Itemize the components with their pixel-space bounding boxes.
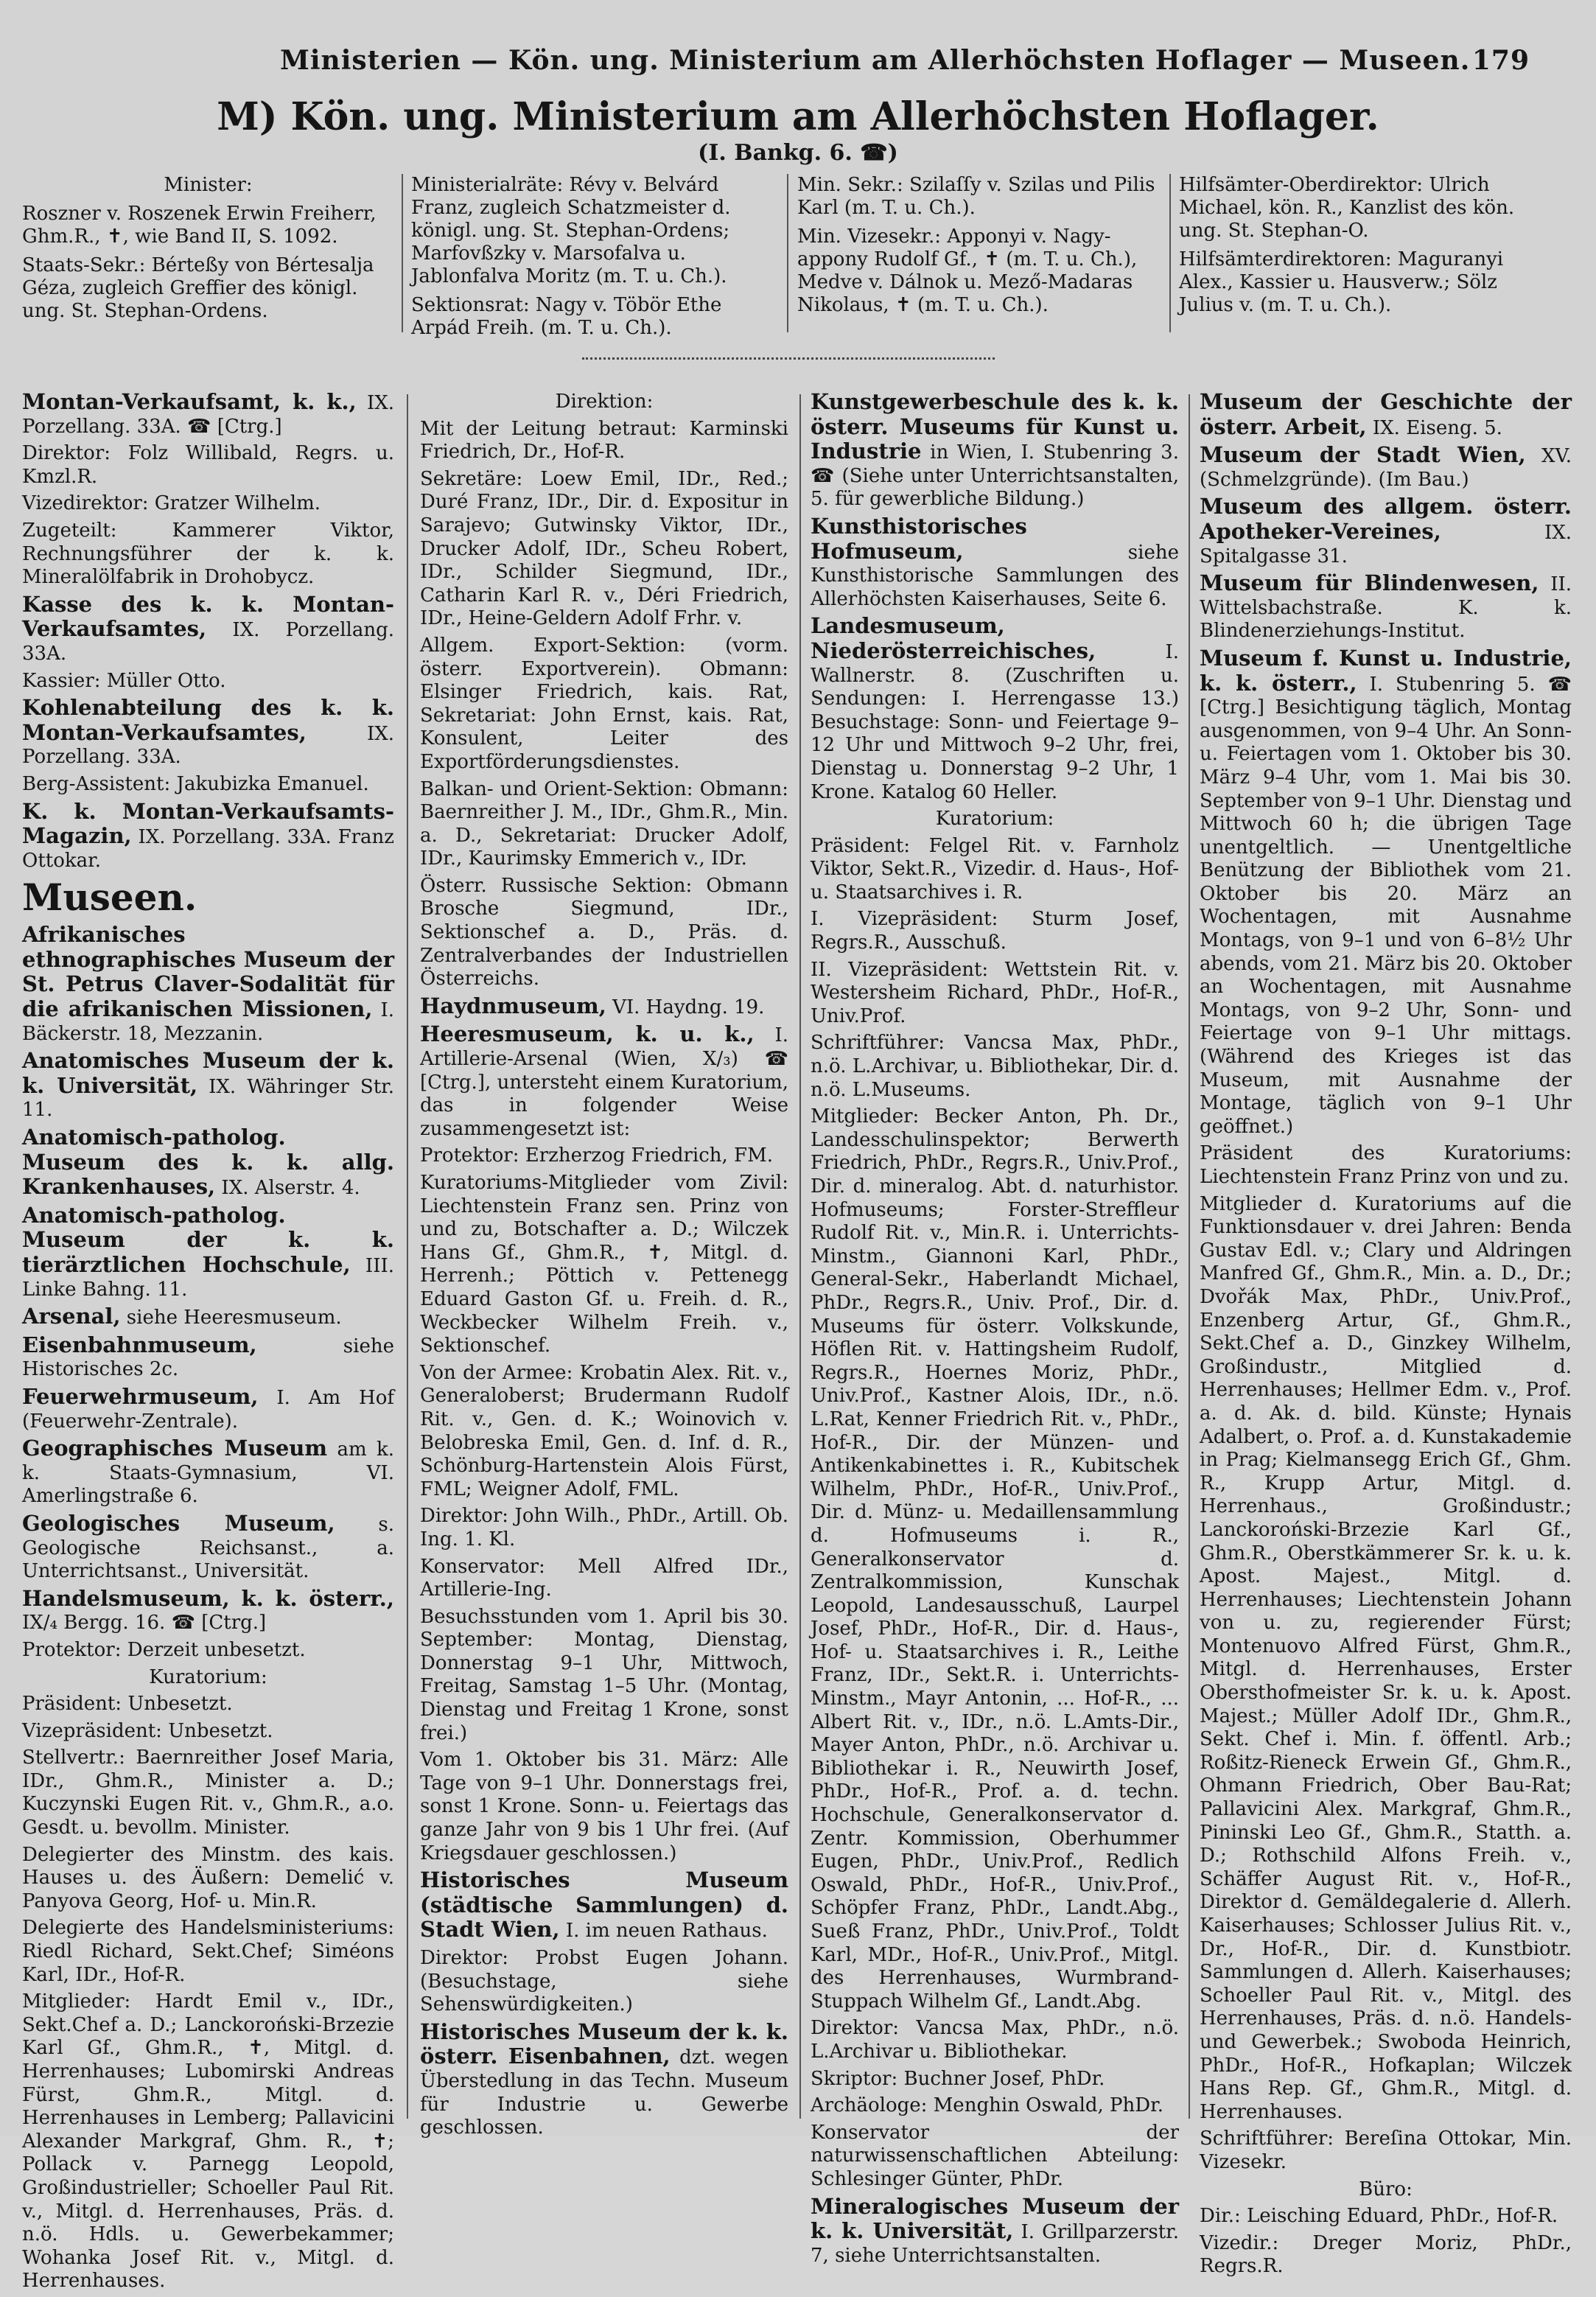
entry-name: Geographisches Museum	[22, 1436, 328, 1461]
directory-entry	[811, 908, 1179, 954]
directory-entry	[420, 1749, 788, 1865]
entry-text: I. im neuen Rathaus.	[559, 1920, 768, 1943]
entry-text: Schriftführer: Bereſina Ottokar, Min. Vizesekr.	[1200, 2128, 1572, 2173]
entry-text: Protektor: Derzeit unbesetzt.	[22, 1638, 306, 1661]
staff-entry: Ministerialräte: Révy v. Belvárd Franz, zugleich Schatzmeister d. königl. ung. St. Stephan-Ordens; Marfovßzky v. Marsofalva u. Jablonfalva Moritz (m. T. u. Ch.).	[411, 174, 731, 287]
directory-entry	[1200, 2128, 1572, 2174]
entry-name: Heeresmuseum, k. u. k.,	[420, 1021, 755, 1047]
directory-entry	[420, 1362, 788, 1502]
directory-entry	[22, 1334, 394, 1382]
directory-entry	[1200, 2205, 1572, 2228]
directory-entry	[22, 442, 394, 489]
entry-text: XV. (Schmelzgründe). (Im Bau.)	[1200, 445, 1572, 491]
staff-entry: Hilfsämterdirektoren: Maguranyi Alex., Kassier u. Hausverw.; Sölz Julius v. (m. T. u. Ch.).	[1179, 248, 1504, 316]
entry-text: siehe Historisches 2c.	[22, 1335, 394, 1381]
directory-entry	[1200, 1193, 1572, 2125]
entry-name: Museum f. Kunst u. Industrie, k. k. österr.,	[1200, 645, 1572, 696]
directory-entry	[420, 1023, 788, 1141]
entry-text: siehe Heeresmuseum.	[120, 1307, 342, 1329]
directory-entry	[420, 1947, 788, 2017]
entry-text: Dir.: Leisching Eduard, PhDr., Hof-R.	[1200, 2205, 1558, 2228]
entry-name: Arsenal,	[22, 1304, 121, 1329]
entry-text: Skriptor: Buchner Josef, PhDr.	[811, 2067, 1105, 2090]
subheading: Büro:	[1359, 2178, 1413, 2200]
text-column-1	[22, 391, 394, 2297]
directory-entry	[811, 515, 1179, 611]
entry-text: Mitglieder: Becker Anton, Ph. Dr., Landesschulinspektor; Berwerth Friedrich, PhDr., Regrs.R., Univ.Prof., Dir. d. mineralog. Abt. d. naturhistor. Hofmuseums; Forster-Streffleur Rudolf Rit. v., Min.R. i. Unterrichts-Minstm., Giannoni Karl, PhDr., General-Sekr., Haberlandt Michael, PhDr., Regrs.R., Univ. Prof., Dir. d. Museums für österr. Volkskunde, Höflen Rit. v. Hattingsheim Rudolf, Regrs.R., Hoernes Moriz, PhDr., Univ.Prof., Kastner Alois, IDr., n.ö. L.Rat, Kenner Friedrich Rit. v., PhDr., Hof-R., Dir. der Münzen- und Antikenkabinettes i. R., Kubitschek Wilhelm, PhDr., Hof-R., Univ.Prof., Dir. d. Münz- u. Medaillensammlung d. Hofmuseums i. R., Generalkonservator d. Zentralkommission, Kunschak Leopold, Landesausschuß, Laurpel Josef, PhDr., Hof-R., Dir. d. Haus-, Hof- u. Staatsarchives i. R., Leithe Franz, IDr., Sekt.R. i. Unterrichts-Minstm., Mayr Antonin, ... Hof-R., ... Albert Rit. v., IDr., n.ö. L.Amts-Dir., Mayer Anton, PhDr., n.ö. Archivar u. Bibliothekar i. R., Neuwirth Josef, PhDr., Hof-R., Prof. a. d. techn. Hochschule, Generalkonservator d. Zentr. Kommission, Oberhummer Eugen, PhDr., Univ.Prof., Redlich Oswald, PhDr., Hof-R., Univ.Prof., Schöpfer Franz, PhDr., Landt.Abg., Sueß Franz, PhDr., Univ.Prof., Toldt Karl, MDr., Hof-R., Univ.Prof., Mitgl. des Herrenhauses, Wurmbrand-Stuppach Wilhelm Gf., Landt.Abg.	[811, 1105, 1179, 2013]
directory-entry	[811, 1105, 1179, 2013]
entry-text: Kuratoriums-Mitglieder vom Zivil: Liechtenstein Franz sen. Prinz von und zu, Botschafter a. D.; Wilczek Hans Gf., Ghm.R., ✝, Mitgl. d. Herrenh.; Pöttich v. Pettenegg Eduard Gaston Gf. u. Freih. d. R., Weckbecker Wilhelm Freih. v., Sektionschef.	[420, 1172, 788, 1357]
entry-text: Präsident: Felgel Rit. v. Farnholz Viktor, Sekt.R., Vizedir. d. Haus-, Hof- u. Staatsarchives i. R.	[811, 834, 1179, 903]
directory-entry	[22, 1917, 394, 1987]
entry-text: Von der Armee: Krobatin Alex. Rit. v., Generaloberst; Brudermann Rudolf Rit. v., Gen. d. K.; Woinovich v. Belobreska Emil, Gen. d. Inf. d. R., Schönburg-Hartenstein Alois Fürst, FML; Weigner Adolf, FML.	[420, 1361, 788, 1500]
column-divider	[1169, 174, 1171, 332]
staff-entry: Min. Sekr.: Szilaſſy v. Szilas und Pilis Karl (m. T. u. Ch.).	[797, 174, 1155, 219]
entry-text: Präsident: Unbesetzt.	[22, 1693, 233, 1716]
entry-name: Mineralogisches Museum der k. k. Universität,	[811, 2193, 1179, 2244]
column-divider	[407, 394, 408, 2119]
staff-entry: Roszner v. Roszenek Erwin Freiherr, Ghm.R., ✝, wie Band II, S. 1092.	[22, 203, 377, 248]
directory-entry	[22, 1990, 394, 2293]
staff-entry: Staats-Sekr.: Bérteßy von Bértesalja Géza, zugleich Greffier des königl. ung. St. Stephan-Ordens.	[22, 254, 374, 322]
page-number: 179	[1471, 45, 1530, 76]
entry-text: Österr. Russische Sektion: Obmann Brosche Siegmund, IDr., Sektionschef a. D., Präs. d. Zentralverbandes der Industriellen Österreichs.	[420, 874, 788, 990]
entry-text: Stellvertr.: Baernreither Josef Maria, IDr., Ghm.R., Minister a. D.; Kuczynski Eugen Rit. v., Ghm.R., a.o. Gesdt. u. bevollm. Minister.	[22, 1747, 394, 1839]
section-separator	[582, 357, 995, 360]
entry-text: Mitglieder d. Kuratoriums auf die Funktionsdauer v. drei Jahren: Benda Gustav Edl. v.; Clary und Aldringen Manfred Gf., Ghm.R., Min. a. D., Dr.; Dvořák Max, PhDr., Univ.Prof., Enzenberg Artur, Gf., Ghm.R., Sekt.Chef a. D., Ginzkey Wilhelm, Großindustr., Mitglied d. Herrenhauses; Hellmer Edm. v., Prof. a. d. Ak. d. bild. Künste; Hynais Adalbert, o. Prof. a. d. Kunstakademie in Prag; Kielmansegg Erich Gf., Ghm. R., Krupp Artur, Mitgl. d. Herrenhaus., Großindustr.; Lanckoroński-Brzezie Karl Gf., Ghm.R., Oberstkämmerer Sr. k. u. k. Apost. Majest., Mitgl. d. Herrenhauses; Liechtenstein Johann von u. zu, regierender Fürst; Montenuovo Alfred Fürst, Ghm.R., Mitgl. d. Herrenhauses, Erster Obersthofmeister Sr. k. u. k. Apost. Majest.; Müller Adolf IDr., Ghm.R., Sekt. Chef i. Min. f. öffentl. Arb.; Roßitz-Rieneck Erwein Gf., Ghm.R., Ohmann Friedrich, Ober Bau-Rat; Pallavicini Alex. Markgraf, Ghm.R., Pininski Leo Gf., Ghm.R., Statth. a. D.; Rothschild Alfons Freih. v., Schäffer August Rit. v., Hof-R., Direktor d. Gemäldegalerie d. Allerh. Kaiserhauses; Schlosser Julius Rit. v., Dr., Hof-R., Dir. d. Kunstbiotr. Sammlungen d. Allerh. Kaiserhauses; Schoeller Paul Rit. v., Mitgl. des Herrenhauses, Präs. d. n.ö. Handels- und Gewerbek.; Swoboda Heinrich, PhDr., Hof-R., Hofkaplan; Wilczek Hans Rep. Gf., Ghm.R., Mitgl. d. Herrenhauses.	[1200, 1192, 1572, 2123]
entry-text: Vizepräsident: Unbesetzt.	[22, 1719, 273, 1742]
directory-entry	[420, 1869, 788, 1943]
directory-entry	[22, 1512, 394, 1584]
entry-text: III. Linke Bahng. 11.	[22, 1255, 394, 1301]
directory-entry	[811, 2017, 1179, 2063]
directory-entry	[420, 1556, 788, 1602]
directory-entry	[420, 1606, 788, 1746]
entry-text: IX. Porzellang. 33A. ☎ [Ctrg.]	[22, 392, 394, 438]
entry-text: IX. Währinger Str. 11.	[22, 1075, 394, 1122]
directory-entry	[420, 778, 788, 871]
directory-entry	[22, 1204, 394, 1301]
entry-text: I. Grillparzerstr. 7, siehe Unterrichtsanstalten.	[811, 2221, 1179, 2267]
entry-text: dzt. wegen Überstedlung in das Techn. Museum für Industrie u. Gewerbe geschlossen.	[420, 2046, 788, 2139]
entry-name: Anatomisch-patholog. Museum des k. k. allg. Krankenhauses,	[22, 1125, 394, 1200]
directory-entry	[420, 875, 788, 991]
entry-text: I. Am Hof (Feuerwehr-Zentrale).	[22, 1386, 394, 1433]
entry-text: IX. Porzellang. 33A.	[22, 722, 394, 769]
entry-text: I. Stubenring 5. ☎ [Ctrg.] Besichtigung täglich, Montag ausgenommen, von 9–4 Uhr. An Sonn- u. Feiertagen vom 1. Oktober bis 30. März 9–4 Uhr, vom 1. Mai bis 30. September von 9–1 Uhr. Dienstag und Mittwoch 60 h; die übrigen Tage unentgeltlich. — Unentgeltliche Benützung der Bibliothek vom 21. Oktober bis 20. März an Wochentagen, mit Ausnahme Montags, von 9–1 und von 6–8½ Uhr abends, vom 21. März bis 20. Oktober an Wochentagen, mit Ausnahme Montags, von 9–2 Uhr, Sonn- und Feiertage von 9–1 Uhr mittags. (Während des Krieges ist das Museum, mit Ausnahme der Montage, täglich von 9–1 Uhr geöffnet.)	[1200, 673, 1572, 1138]
entry-text: Mitglieder: Hardt Emil v., IDr., Sekt.Chef a. D.; Lanckoroński-Brzezie Karl Gf., Ghm.R., ✝, Mitgl. d. Herrenhauses; Lubomirski Andreas Fürst, Ghm.R., Mitgl. d. Herrenhauses in Lemberg; Pallavicini Alexander Markgraf, Ghm. R., ✝; Pollack v. Parnegg Leopold, Großindustrieller; Schoeller Paul Rit. v., Mitgl. d. Herrenhauses, Präs. d. n.ö. Hdls. u. Gewerbekammer; Wohanka Josef Rit. v., Mitgl. d. Herrenhauses.	[22, 1990, 394, 2293]
directory-entry	[22, 1385, 394, 1433]
entry-text: I. Vizepräsident: Sturm Josef, Regrs.R., Ausschuß.	[811, 908, 1179, 954]
text-column-3	[811, 391, 1179, 2271]
directory-entry	[811, 959, 1179, 1029]
directory-entry	[1200, 2232, 1572, 2279]
entry-text: Archäologe: Menghin Oswald, PhDr.	[811, 2094, 1163, 2117]
entry-text: Konservator der naturwissenschaftlichen Abteilung: Schlesinger Günter, PhDr.	[811, 2121, 1179, 2190]
entry-name: Historisches Museum (städtische Sammlungen) d. Stadt Wien,	[420, 1867, 788, 1943]
staff-column-2	[411, 174, 780, 346]
directory-entry	[811, 2094, 1179, 2118]
entry-text: Mit der Leitung betraut: Karminski Friedrich, Dr., Hof-R.	[420, 417, 788, 464]
directory-entry	[22, 1437, 394, 1508]
directory-entry	[22, 492, 394, 516]
entry-name: Kasse des k. k. Montan-Verkaufsamtes,	[22, 591, 394, 642]
directory-entry	[22, 696, 394, 769]
directory-entry	[1200, 572, 1572, 643]
directory-entry	[1200, 495, 1572, 568]
entry-name: Handelsmuseum, k. k. österr.,	[22, 1585, 394, 1611]
directory-entry	[420, 1144, 788, 1168]
entry-text: Direktor: Folz Willibald, Regrs. u. Kmzl.R.	[22, 442, 394, 488]
directory-entry	[420, 634, 788, 775]
section-title: M) Kön. ung. Ministerium am Allerhöchsten Hoflager.	[217, 94, 1379, 139]
entry-name: Anatomisches Museum der k. k. Universität,	[22, 1048, 394, 1098]
entry-text: Direktor: Probst Eugen Johann. (Besuchstage, siehe Sehenswürdigkeiten.)	[420, 1947, 788, 2016]
column-divider	[799, 394, 801, 2119]
directory-entry	[811, 1032, 1179, 1102]
entry-text: Zugeteilt: Kammerer Viktor, Rechnungsführer der k. k. Mineralölfabrik in Drohobycz.	[22, 519, 394, 589]
entry-name: Geologisches Museum,	[22, 1510, 335, 1536]
entry-text: Vom 1. Oktober bis 31. März: Alle Tage von 9–1 Uhr. Donnerstags frei, sonst 1 Krone. Sonn- u. Feiertags das ganze Jahr von 9 bis 1 Uhr frei. (Auf Kriegsdauer geschlossen.)	[420, 1749, 788, 1864]
directory-entry	[811, 2195, 1179, 2268]
entry-text: IX. Spitalgasse 31.	[1200, 521, 1572, 567]
entry-text: Präsident des Kuratoriums: Liechtenstein Franz Prinz von und zu.	[1200, 1142, 1572, 1188]
directory-entry	[22, 520, 394, 590]
entry-name: Montan-Verkaufsamt, k. k.,	[22, 389, 357, 414]
staff-entry: Min. Vizesekr.: Apponyi v. Nagy-appony Rudolf Gf., ✝ (m. T. u. Ch.), Medve v. Dálnok u. Mező-Madaras Nikolaus, ✝ (m. T. u. Ch.).	[797, 225, 1138, 316]
staff-column-1	[22, 174, 394, 329]
directory-entry	[22, 1639, 394, 1663]
entry-text: I. Bäckerstr. 18, Mezzanin.	[22, 999, 394, 1045]
section-heading: Museen.	[22, 875, 197, 920]
text-column-4	[1200, 391, 1572, 2282]
directory-entry	[1200, 444, 1572, 492]
ministry-staff-block	[22, 174, 1540, 343]
entry-text: I. Wallnerstr. 8. (Zuschriften u. Sendungen: I. Herrengasse 13.) Besuchstage: Sonn- und Feiertage 9–12 Uhr und Mittwoch 9–2 Uhr, frei, Dienstag u. Donnerstag 9–2 Uhr, 1 Krone. Katalog 60 Heller.	[811, 640, 1179, 803]
directory-entry	[22, 800, 394, 873]
entry-text: I. Artillerie-Arsenal (Wien, X/₃) ☎ [Ctrg.], untersteht einem Kuratorium, das in folgender Weise zusammengesetzt ist:	[420, 1024, 788, 1140]
directory-entry	[420, 1172, 788, 1358]
entry-name: Anatomisch-patholog. Museum der k. k. tierärztlichen Hochschule,	[22, 1202, 394, 1277]
directory-entry	[420, 468, 788, 631]
entry-name: Museum für Blindenwesen,	[1200, 570, 1539, 596]
entry-name: Kunstgewerbeschule des k. k. österr. Museums für Kunst u. Industrie	[811, 389, 1179, 464]
directory-entry	[22, 670, 394, 693]
directory-entry	[22, 1720, 394, 1744]
entry-name: Kunsthistorisches Hofmuseum,	[811, 513, 1027, 564]
entry-name: Historisches Museum der k. k. österr. Eisenbahnen,	[420, 2018, 788, 2069]
subheading: Kuratorium:	[149, 1665, 267, 1688]
directory-entry	[1200, 391, 1572, 440]
entry-text: Berg-Assistent: Jakubizka Emanuel.	[22, 772, 369, 795]
directory-entry	[811, 2122, 1179, 2192]
directory-entry	[22, 1747, 394, 1839]
entry-text: Direktor: John Wilh., PhDr., Artill. Ob. Ing. 1. Kl.	[420, 1505, 788, 1550]
entry-text: Schriftführer: Vancsa Max, PhDr., n.ö. L.Archivar, u. Bibliothekar, Dir. d. n.ö. L.Museums.	[811, 1032, 1179, 1101]
directory-entry	[811, 391, 1179, 511]
entry-name: Museum des allgem. österr. Apotheker-Vereines,	[1200, 494, 1572, 544]
entry-text: IX/₄ Bergg. 16. ☎ [Ctrg.]	[22, 1612, 267, 1635]
entry-text: in Wien, I. Stubenring 3. ☎ (Siehe unter Unterrichtsanstalten, 5. für gewerbliche Bildung.)	[811, 441, 1179, 511]
directory-entry	[22, 1049, 394, 1122]
entry-text: IX. Porzellang. 33A.	[22, 619, 394, 665]
subheading: Kuratorium:	[935, 808, 1054, 831]
column-divider	[402, 174, 403, 332]
entry-text: Balkan- und Orient-Sektion: Obmann: Baernreither J. M., IDr., Ghm.R., Min. a. D., Sekretariat: Drucker Adolf, IDr., Kaurimsky Emmerich v., IDr.	[420, 777, 788, 870]
entry-name: K. k. Montan-Verkaufsamts-Magazin,	[22, 798, 394, 849]
entry-text: siehe Kunsthistorische Sammlungen des Allerhöchsten Kaiserhauses, Seite 6.	[811, 541, 1179, 610]
running-head-text: Ministerien — Kön. ung. Ministerium am Allerhöchsten Hoflager — Museen.	[280, 45, 1471, 76]
entry-text: VI. Haydng. 19.	[606, 996, 765, 1018]
entry-text: Vizedirektor: Gratzer Wilhelm.	[22, 492, 321, 515]
entry-text: Vizedir.: Dreger Moriz, PhDr., Regrs.R.	[1200, 2231, 1572, 2278]
entry-name: Museum der Geschichte der österr. Arbeit,	[1200, 389, 1572, 439]
entry-text: IX. Porzellang. 33A. Franz Ottokar.	[22, 826, 394, 872]
entry-text: II. Wittelsbachstraße. K. k. Blindenerziehungs-Institut.	[1200, 573, 1572, 643]
entry-text: Allgem. Export-Sektion: (vorm. österr. Exportverein). Obmann: Elsinger Friedrich, kais. Rat, Sekretariat: John Ernst, kais. Rat, Konsulent, Leiter des Exportförderungsdienstes.	[420, 634, 788, 773]
directory-entry	[22, 1305, 394, 1330]
entry-text: Sekretäre: Loew Emil, IDr., Red.; Duré Franz, IDr., Dir. d. Expositur in Sarajevo; Gutwinsky Viktor, IDr., Drucker Adolf, IDr., Scheu Robert, IDr., Schilder Siegmund, IDr., Catharin Karl R. v., Déri Friedrich, IDr., Heine-Geldern Adolf Frhr. v.	[420, 467, 788, 630]
text-column-2	[420, 391, 788, 2144]
directory-entry	[22, 1693, 394, 1716]
entry-name: Museum der Stadt Wien,	[1200, 442, 1526, 468]
directory-entry	[22, 1587, 394, 1635]
directory-entry	[811, 615, 1179, 804]
entry-text: Kassier: Müller Otto.	[22, 669, 226, 692]
directory-entry	[22, 1844, 394, 1914]
directory-entry	[1200, 647, 1572, 1139]
entry-text: Besuchsstunden vom 1. April bis 30. September: Montag, Dienstag, Donnerstag 9–1 Uhr, Mittwoch, Freitag, Samstag 1–5 Uhr. (Montag, Dienstag und Freitag 1 Krone, sonst frei.)	[420, 1605, 788, 1744]
directory-entry	[420, 1505, 788, 1551]
staff-entry: Hilfsämter-Oberdirektor: Ulrich Michael, kön. R., Kanzlist des kön. ung. St. Stephan-O.	[1179, 174, 1515, 242]
directory-entry	[811, 835, 1179, 905]
staff-heading: Minister:	[164, 174, 253, 196]
staff-column-3	[797, 174, 1162, 323]
staff-entry: Sektionsrat: Nagy v. Töbör Ethe Arpád Freih. (m. T. u. Ch.).	[411, 294, 722, 339]
entry-text: II. Vizepräsident: Wettstein Rit. v. Westersheim Richard, PhDr., Hof-R., Univ.Prof.	[811, 958, 1179, 1027]
entry-text: Direktor: Vancsa Max, PhDr., n.ö. L.Archivar u. Bibliothekar.	[811, 2017, 1179, 2063]
entry-text: am k. k. Staats-Gymnasium, VI. Amerlingstraße 6.	[22, 1438, 394, 1508]
entry-name: Haydnmuseum,	[420, 993, 606, 1018]
section-subtitle: (I. Bankg. 6. ☎)	[698, 140, 898, 166]
entry-text: Delegierte des Handelsministeriums: Riedl Richard, Sekt.Chef; Siméons Karl, IDr., Hof-R.	[22, 1917, 394, 1986]
running-head	[280, 41, 1530, 85]
directory-entry	[420, 418, 788, 464]
entry-text: s. Geologische Reichsanst., a. Unterrichtsanst., Universität.	[22, 1513, 395, 1583]
entry-text: Delegierter des Minstm. des kais. Hauses u. des Äußern: Demelić v. Panyova Georg, Hof- u. Min.R.	[22, 1843, 394, 1912]
directory-entry	[420, 995, 788, 1020]
entry-text: Protektor: Erzherzog Friedrich, FM.	[420, 1144, 773, 1167]
directory-entry	[811, 2068, 1179, 2091]
directory-entry	[22, 1126, 394, 1200]
entry-text: IX. Eiseng. 5.	[1366, 416, 1502, 439]
subheading: Direktion:	[555, 391, 654, 413]
entry-text: Konservator: Mell Alfred IDr., Artillerie-Ing.	[420, 1555, 788, 1601]
column-divider	[787, 174, 788, 332]
entry-name: Landesmuseum, Niederösterreichisches,	[811, 613, 1096, 663]
entry-name: Eisenbahnmuseum,	[22, 1332, 257, 1357]
directory-entry	[1200, 1142, 1572, 1189]
directory-entry	[22, 391, 394, 438]
column-divider	[1189, 394, 1190, 2119]
entry-name: Afrikanisches ethnographisches Museum der St. Petrus Claver-Sodalität für die afrikanischen Missionen,	[22, 922, 394, 1022]
staff-column-4	[1179, 174, 1540, 323]
entry-name: Feuerwehrmuseum,	[22, 1383, 259, 1409]
entry-text: IX. Alserstr. 4.	[215, 1177, 360, 1200]
directory-entry	[420, 2018, 788, 2140]
directory-entry	[22, 773, 394, 797]
directory-entry	[22, 593, 394, 666]
directory-entry	[22, 923, 394, 1046]
entry-name: Kohlenabteilung des k. k. Montan-Verkaufsamtes,	[22, 695, 394, 745]
